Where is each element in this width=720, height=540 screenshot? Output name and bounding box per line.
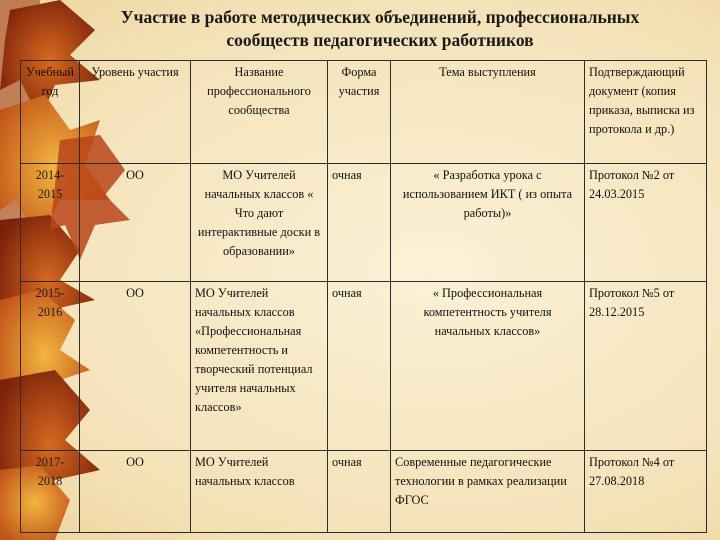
participation-table	[20, 60, 707, 533]
form-cell: очная	[328, 451, 391, 533]
form-cell: очная	[328, 282, 391, 451]
year-cell: 2014-2015	[21, 164, 80, 282]
document-cell: Протокол №2 от 24.03.2015	[585, 164, 707, 282]
year-cell: 2017-2018	[21, 451, 80, 533]
column-header: Название профессионального сообщества	[191, 61, 328, 164]
community-cell: МО Учителей начальных классов	[191, 451, 328, 533]
topic-cell: « Профессиональная компетентность учителя начальных классов»	[391, 282, 585, 451]
level-cell: ОО	[80, 451, 191, 533]
page-title	[60, 6, 700, 52]
table-header-row	[21, 61, 707, 164]
column-header: Учебный год	[21, 61, 80, 164]
column-header: Форма участия	[328, 61, 391, 164]
level-cell: ОО	[80, 164, 191, 282]
column-header: Тема выступления	[391, 61, 585, 164]
form-cell: очная	[328, 164, 391, 282]
title-line-2: сообществ педагогических работников	[226, 30, 534, 50]
title-line-1: Участие в работе методических объединений, профессиональных	[120, 7, 640, 27]
table-row	[21, 282, 707, 451]
document-cell: Протокол №5 от 28.12.2015	[585, 282, 707, 451]
year-cell: 2015-2016	[21, 282, 80, 451]
topic-cell: « Разработка урока с использованием ИКТ ( из опыта работы)»	[391, 164, 585, 282]
community-cell: МО Учителей начальных классов «Профессиональная компетентность и творческий потенциал учителя начальных классов»	[191, 282, 328, 451]
community-cell: МО Учителей начальных классов « Что дают интерактивные доски в образовании»	[191, 164, 328, 282]
document-cell: Протокол №4 от 27.08.2018	[585, 451, 707, 533]
column-header: Уровень участия	[80, 61, 191, 164]
column-header: Подтверждающий документ (копия приказа, выписка из протокола и др.)	[585, 61, 707, 164]
topic-cell: Современные педагогические технологии в рамках реализации ФГОС	[391, 451, 585, 533]
table-row	[21, 451, 707, 533]
table-row	[21, 164, 707, 282]
level-cell: ОО	[80, 282, 191, 451]
